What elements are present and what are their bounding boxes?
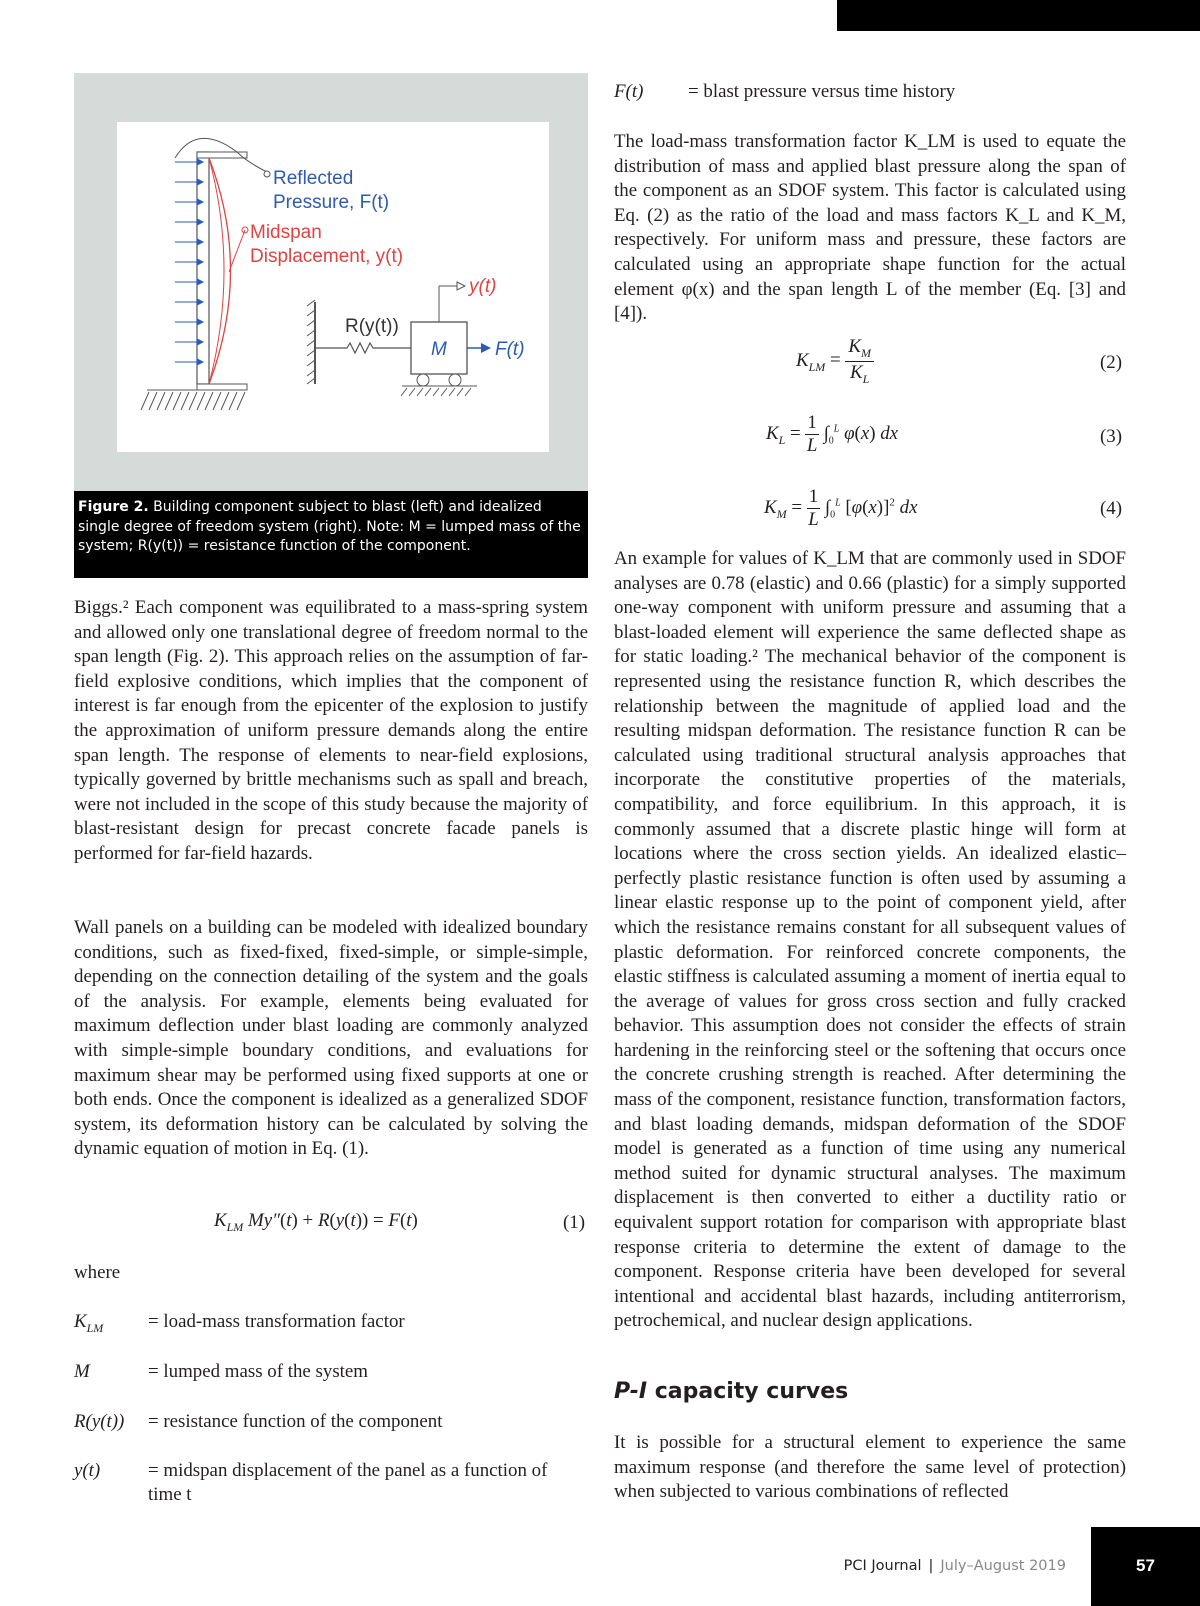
where-label: where (74, 1262, 121, 1283)
right-paragraph-1: The load-mass transformation factor K_LM is used to equate the distribution of mass and applied blast pressure along the span of the component as an SDOF system. This factor is calculated using Eq. (2) as the ratio of the load and mass factors K_L and K_M, respectively. For uniform mass and pressure, these factors are calculated using an appropriate shape function for the actual element φ(x) and the span length L of the member (Eq. [3] and [4]). (614, 131, 1126, 325)
caption-label: Figure 2. (78, 499, 149, 515)
equation-4: $K_M$ = $\frac{1}{L}$ $\int_0^L$ $[\varphi(x)]^2$ dx (764, 486, 918, 530)
figure-2 (74, 73, 588, 578)
label-resistance: R(y(t)) (345, 316, 399, 337)
sdof-diagram (117, 122, 549, 452)
section-heading: P-I capacity curves (614, 1379, 849, 1404)
equation-3: $K_L$ = $\frac{1}{L}$ $\int_0^L$ φ(x) dx (766, 412, 899, 456)
equation-2: $K_{LM}$ = $\frac{K_M}{K_L}$ (796, 336, 874, 387)
left-paragraph-1: Biggs.² Each component was equilibrated to a mass-spring system and allowed only one translational degree of freedom normal to the span length (Fig. 2). This approach relies on the assumption of far-field explosive conditions, which implies that the component of interest is far enough from the epicenter of the explosion to justify the approximation of uniform pressure demands along the entire span length. The response of elements to near-field explosions, typically governed by brittle mechanisms such as spall and breach, were not included in the scope of this study because the majority of blast-resistant design for precast concrete facade panels is performed for far-field hazards. (74, 597, 588, 864)
label-midspan: Midspan (250, 222, 322, 243)
figure-diagram (117, 122, 549, 452)
equation-4-number: (4) (1100, 498, 1123, 519)
footer: PCI Journal | July–August 2019 (843, 1558, 1066, 1574)
label-ft: F(t) (495, 339, 525, 360)
right-paragraph-2: An example for values of K_LM that are commonly used in SDOF analyses are 0.78 (elastic) and 0.66 (plastic) for a simply supported one-way component with uniform pressure and assuming that a blast-loaded element will experience the same deflected shape as for static loading.² The mechanical behavior of the component is represented using the resistance function R, which describes the relationship between the magnitude of applied load and the resulting midspan deformation. The resistance function R can be calculated using traditional structural analysis approaches that incorporate the constitutive properties of the materials, compatibility, and force equilibrium. In this approach, it is commonly assumed that a discrete plastic hinge will form at locations where the cross section yields. An idealized elastic–perfectly plastic resistance function is often used by assuming a linear elastic response up to the point of component yield, after which the resistance remains constant for all subsequent values of plastic deformation. For reinforced concrete components, the elastic stiffness is calculated assuming a moment of inertia equal to the average of values for gross cross section and fully cracked behavior. This assumption does not consider the effects of strain hardening in the reinforcing steel or the softening that occurs once the concrete crushing strength is reached. After determining the mass of the component, resistance function, transformation factors, and blast loading demands, midspan deformation of the SDOF model is generated as a function of time using any numerical method suited for dynamic structural analyses. The maximum displacement is then converted to either a ductility ratio or equivalent support rotation for comparison with appropriate blast response criteria to determine the extent of damage to the component. Response criteria have been developed for several intentional and accidental blast hazards, including antiterrorism, petrochemical, and nuclear design applications. (614, 548, 1126, 1332)
def-yt-cont: time t (148, 1484, 192, 1505)
equation-1-number: (1) (563, 1212, 586, 1233)
issue-date: July–August 2019 (940, 1558, 1066, 1574)
figure-caption (74, 491, 588, 578)
label-displacement: Displacement, y(t) (250, 246, 404, 267)
label-reflected: Reflected (273, 168, 354, 189)
equation-1: $K_{LM}$ My″(t) + R(y(t)) = F(t) (214, 1210, 418, 1234)
journal-name: PCI Journal (843, 1558, 922, 1574)
page-number: 57 (1136, 1556, 1155, 1575)
caption-text: Building component subject to blast (left) and idealized single degree of freedom system (right). Note: M = lumped mass of the system; R(y(t)) = resistance function of the component. (78, 499, 581, 554)
equation-2-number: (2) (1100, 352, 1123, 373)
header-bar (837, 0, 1200, 31)
label-pressure: Pressure, F(t) (273, 192, 390, 213)
label-yt: y(t) (469, 276, 497, 297)
equation-3-number: (3) (1100, 426, 1123, 447)
label-mass: M (431, 339, 447, 360)
left-paragraph-2: Wall panels on a building can be modeled with idealized boundary conditions, such as fixed-fixed, fixed-simple, or simple-simple, depending on the connection detailing of the system and the goals of the analysis. For example, elements being evaluated for maximum deflection under blast loading are commonly analyzed with simple-simple boundary conditions, and evaluations for maximum shear may be performed using fixed supports at one or both ends. Once the component is idealized as a generalized SDOF system, its deformation history can be calculated by solving the dynamic equation of motion in Eq. (1). (74, 917, 588, 1160)
right-paragraph-3: It is possible for a structural element to experience the same maximum response (and therefore the same level of protection) when subjected to various combinations of reflected (614, 1432, 1126, 1503)
